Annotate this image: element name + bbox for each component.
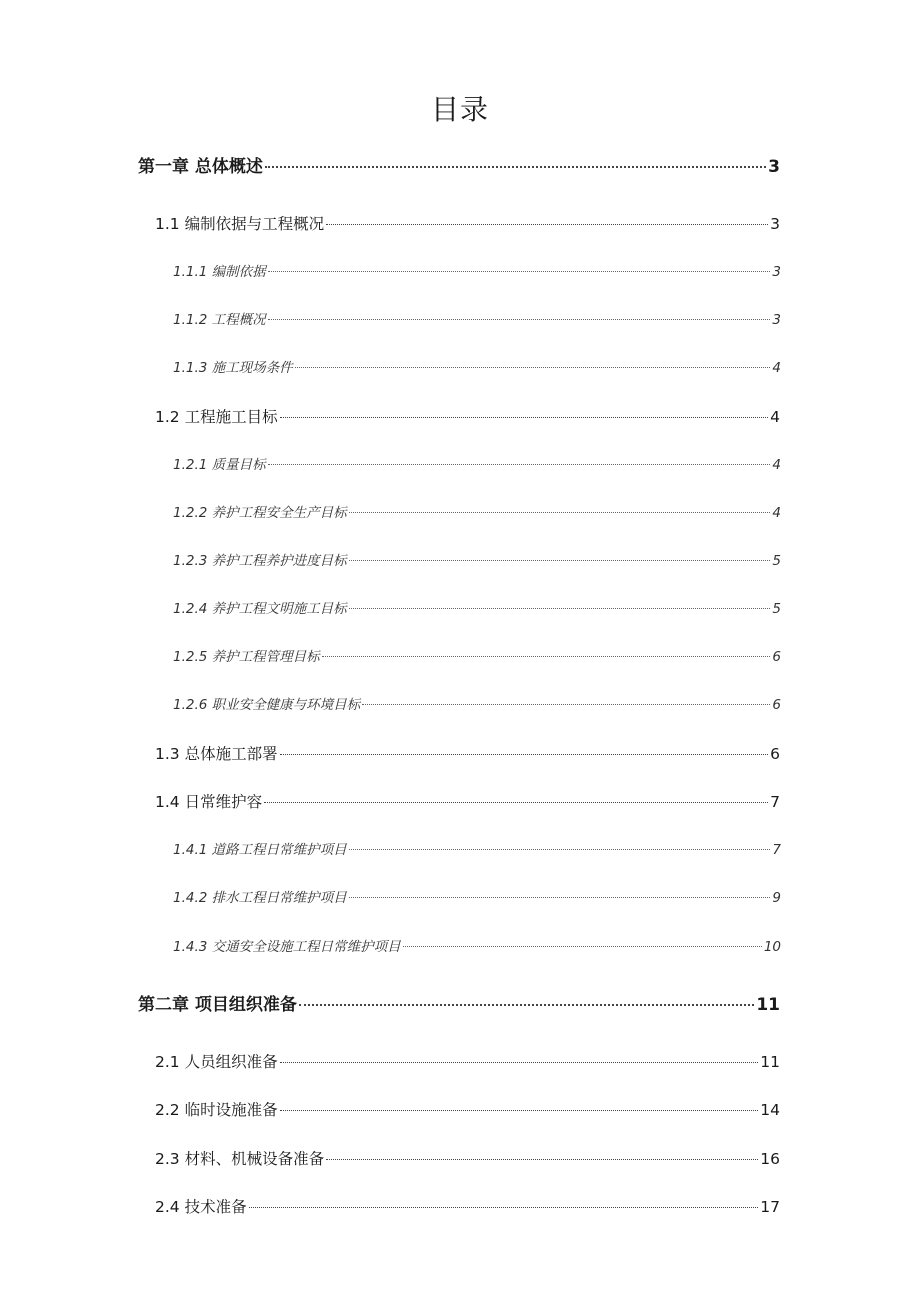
toc-entry-label: 1.2.4 养护工程文明施工目标 bbox=[173, 601, 347, 617]
toc-entry-label: 2.1 人员组织准备 bbox=[155, 1053, 278, 1071]
toc-entry-label: 2.3 材料、机械设备准备 bbox=[155, 1150, 325, 1168]
dot-leader bbox=[280, 754, 769, 755]
dot-leader bbox=[249, 1207, 759, 1208]
toc-entry-page-number: 4 bbox=[770, 408, 780, 426]
toc-entry-label: 1.1 编制依据与工程概况 bbox=[155, 215, 325, 233]
toc-entry[interactable] bbox=[155, 1146, 780, 1172]
dot-leader bbox=[349, 849, 771, 850]
toc-entry-label: 1.3 总体施工部署 bbox=[155, 745, 278, 763]
dot-leader bbox=[299, 1004, 754, 1006]
toc-entry-page-number: 11 bbox=[760, 1053, 780, 1071]
toc-entry-page-number: 5 bbox=[772, 553, 781, 569]
toc-entry-label: 1.4 日常维护容 bbox=[155, 793, 263, 811]
toc-entry[interactable] bbox=[173, 596, 781, 622]
toc-entry[interactable] bbox=[155, 211, 780, 237]
toc-entry-label: 第一章 总体概述 bbox=[138, 157, 263, 177]
toc-entry[interactable] bbox=[155, 1049, 780, 1075]
toc-entry-label: 1.2.1 质量目标 bbox=[173, 457, 266, 473]
dot-leader bbox=[403, 946, 762, 947]
toc-entry-page-number: 4 bbox=[772, 505, 781, 521]
toc-entry[interactable] bbox=[173, 452, 781, 478]
toc-entry-page-number: 14 bbox=[760, 1101, 780, 1119]
dot-leader bbox=[326, 1159, 758, 1160]
toc-entry-label: 1.1.1 编制依据 bbox=[173, 264, 266, 280]
dot-leader bbox=[264, 802, 768, 803]
toc-entry-label: 第二章 项目组织准备 bbox=[138, 995, 297, 1015]
dot-leader bbox=[349, 512, 771, 513]
toc-entry[interactable] bbox=[155, 1194, 780, 1220]
toc-entry[interactable] bbox=[173, 692, 781, 718]
toc-entry-page-number: 6 bbox=[772, 649, 781, 665]
toc-entry-label: 1.2 工程施工目标 bbox=[155, 408, 278, 426]
dot-leader bbox=[349, 897, 771, 898]
toc-entry[interactable] bbox=[173, 355, 781, 381]
toc-entry-page-number: 6 bbox=[770, 745, 780, 763]
toc-entry[interactable] bbox=[173, 500, 781, 526]
toc-entry[interactable] bbox=[155, 741, 780, 767]
toc-entry[interactable] bbox=[138, 154, 780, 180]
toc-entry-label: 2.4 技术准备 bbox=[155, 1198, 247, 1216]
toc-entry-page-number: 7 bbox=[772, 842, 781, 858]
toc-entry[interactable] bbox=[173, 885, 781, 911]
toc-entry-page-number: 3 bbox=[772, 312, 781, 328]
toc-entry[interactable] bbox=[173, 837, 781, 863]
dot-leader bbox=[349, 608, 771, 609]
toc-entry[interactable] bbox=[173, 934, 781, 960]
toc-entry-label: 1.1.3 施工现场条件 bbox=[173, 360, 293, 376]
toc-entry-label: 1.2.5 养护工程管理目标 bbox=[173, 649, 320, 665]
toc-entry-page-number: 6 bbox=[772, 697, 781, 713]
dot-leader bbox=[265, 166, 766, 168]
toc-entry-page-number: 10 bbox=[763, 939, 781, 955]
toc-entry-label: 1.2.2 养护工程安全生产目标 bbox=[173, 505, 347, 521]
toc-entry[interactable] bbox=[173, 644, 781, 670]
dot-leader bbox=[280, 417, 769, 418]
toc-entry[interactable] bbox=[173, 259, 781, 285]
dot-leader bbox=[326, 224, 768, 225]
toc-entry-label: 1.4.2 排水工程日常维护项目 bbox=[173, 890, 347, 906]
toc-entry[interactable] bbox=[155, 1097, 780, 1123]
toc-entry-page-number: 5 bbox=[772, 601, 781, 617]
toc-title: 目录 bbox=[430, 93, 489, 126]
toc-entry-label: 1.4.3 交通安全设施工程日常维护项目 bbox=[173, 939, 401, 955]
toc-entry[interactable] bbox=[138, 992, 780, 1018]
toc-entry-label: 1.2.3 养护工程养护进度目标 bbox=[173, 553, 347, 569]
toc-entry-page-number: 16 bbox=[760, 1150, 780, 1168]
toc-entry-page-number: 3 bbox=[772, 264, 781, 280]
toc-entry[interactable] bbox=[173, 307, 781, 333]
dot-leader bbox=[362, 704, 770, 705]
dot-leader bbox=[280, 1062, 759, 1063]
toc-entry-label: 1.1.2 工程概况 bbox=[173, 312, 266, 328]
dot-leader bbox=[268, 464, 771, 465]
toc-entry-label: 2.2 临时设施准备 bbox=[155, 1101, 278, 1119]
toc-entry[interactable] bbox=[155, 789, 780, 815]
dot-leader bbox=[349, 560, 771, 561]
toc-entry-label: 1.2.6 职业安全健康与环境目标 bbox=[173, 697, 361, 713]
dot-leader bbox=[280, 1110, 759, 1111]
toc-entry-label: 1.4.1 道路工程日常维护项目 bbox=[173, 842, 347, 858]
toc-entry-page-number: 3 bbox=[770, 215, 780, 233]
toc-entry-page-number: 11 bbox=[756, 995, 780, 1015]
toc-entry-page-number: 9 bbox=[772, 890, 781, 906]
toc-entry[interactable] bbox=[155, 404, 780, 430]
toc-entry[interactable] bbox=[173, 548, 781, 574]
dot-leader bbox=[295, 367, 771, 368]
dot-leader bbox=[268, 271, 771, 272]
toc-entry-page-number: 4 bbox=[772, 457, 781, 473]
dot-leader bbox=[322, 656, 771, 657]
toc-entry-page-number: 4 bbox=[772, 360, 781, 376]
toc-entry-page-number: 3 bbox=[768, 157, 780, 177]
toc-entry-page-number: 17 bbox=[760, 1198, 780, 1216]
dot-leader bbox=[268, 319, 771, 320]
toc-entry-page-number: 7 bbox=[770, 793, 780, 811]
